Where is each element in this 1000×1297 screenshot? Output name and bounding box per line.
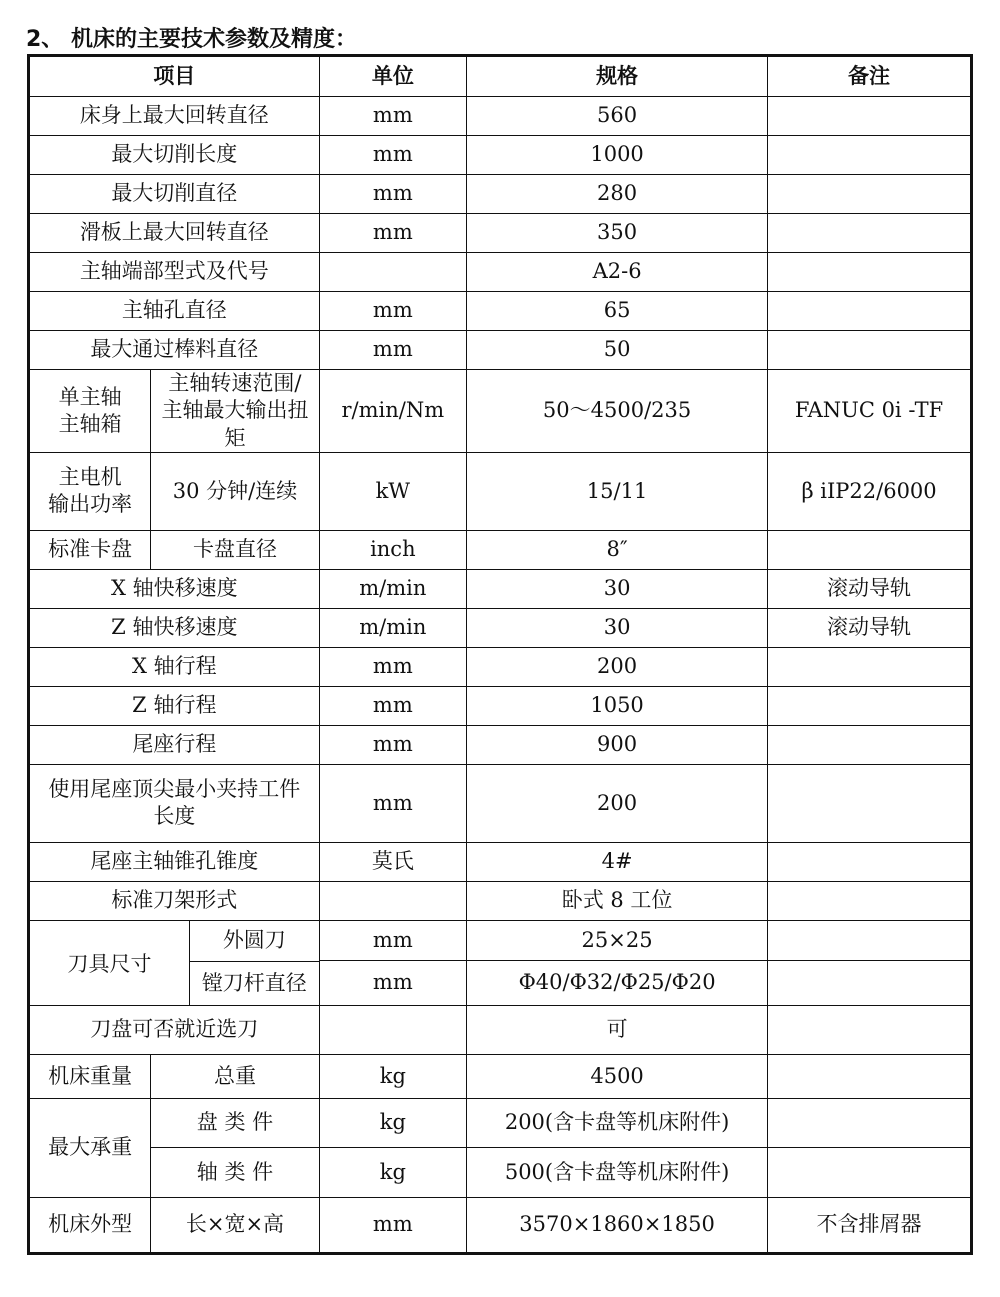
item-cell: 滑板上最大回转直径 [29,214,320,253]
unit-cell: 莫氏 [319,842,466,881]
table-row [29,1098,972,1147]
remark-cell: FANUC 0i -TF [768,370,972,453]
unit-cell: mm [319,686,466,725]
item-cell: 30 分钟/连续 [151,452,319,530]
remark-cell [768,725,972,764]
unit-cell: mm [319,725,466,764]
unit-cell: mm [319,175,466,214]
remark-cell: 滚动导轨 [768,569,972,608]
item-cell: 总重 [151,1054,319,1098]
unit-cell: kg [319,1054,466,1098]
unit-cell [319,1005,466,1054]
unit-cell: mm [319,647,466,686]
table-row [29,214,972,253]
spec-cell: 30 [467,608,768,647]
item-cell: 主轴转速范围/ 主轴最大输出扭矩 [151,370,319,453]
item-cell: 使用尾座顶尖最小夹持工件 长度 [29,764,320,842]
spec-cell: Φ40/Φ32/Φ25/Φ20 [467,961,768,1006]
unit-cell: mm [319,331,466,370]
group-cell: 标准卡盘 [29,530,151,569]
table-row [29,452,972,530]
remark-cell [768,331,972,370]
unit-cell: mm [319,961,466,1006]
remark-cell [768,686,972,725]
item-cell: 标准刀架形式 [29,881,320,920]
table-row [29,686,972,725]
header-spec: 规格 [467,56,768,97]
item-cell: 最大切削直径 [29,175,320,214]
remark-cell [768,961,972,1006]
spec-cell: 3570×1860×1850 [467,1197,768,1253]
item-cell: 尾座行程 [29,725,320,764]
spec-table [27,54,973,1255]
group-cell: 主电机 输出功率 [29,452,151,530]
group-cell: 最大承重 [29,1098,151,1197]
spec-cell: 30 [467,569,768,608]
remark-cell [768,842,972,881]
tool-size-group [29,920,320,961]
table-row [29,331,972,370]
unit-cell: mm [319,136,466,175]
table-row [29,292,972,331]
spec-cell: 4# [467,842,768,881]
remark-cell [768,97,972,136]
spec-cell: 200 [467,647,768,686]
table-row [29,1005,972,1054]
table-row [29,136,972,175]
remark-cell: 滚动导轨 [768,608,972,647]
unit-cell [319,253,466,292]
unit-cell [319,881,466,920]
unit-cell: m/min [319,608,466,647]
table-row [29,370,972,453]
item-cell: 最大切削长度 [29,136,320,175]
table-row [29,97,972,136]
item-cell: 卡盘直径 [151,530,319,569]
spec-cell: 4500 [467,1054,768,1098]
unit-cell: m/min [319,569,466,608]
remark-cell [768,1147,972,1197]
item-cell: 镗刀杆直径 [189,961,319,1005]
table-row [29,1197,972,1253]
header-remark: 备注 [768,56,972,97]
remark-cell [768,253,972,292]
header-unit: 单位 [319,56,466,97]
item-cell: Z 轴行程 [29,686,320,725]
unit-cell: mm [319,1197,466,1253]
spec-cell: 8″ [467,530,768,569]
remark-cell [768,764,972,842]
table-row [29,961,972,1006]
item-cell: 轴 类 件 [151,1147,319,1197]
table-row [29,842,972,881]
remark-cell: β iIP22/6000 [768,452,972,530]
spec-cell: 可 [467,1005,768,1054]
table-row [29,175,972,214]
spec-cell: 500(含卡盘等机床附件) [467,1147,768,1197]
item-cell: 主轴端部型式及代号 [29,253,320,292]
spec-cell: 卧式 8 工位 [467,881,768,920]
unit-cell: mm [319,97,466,136]
item-cell: 尾座主轴锥孔锥度 [29,842,320,881]
item-cell: 床身上最大回转直径 [29,97,320,136]
spec-cell: 50～4500/235 [467,370,768,453]
spec-cell: 200 [467,764,768,842]
table-row [29,253,972,292]
remark-cell [768,920,972,961]
unit-cell: mm [319,920,466,961]
item-cell: 外圆刀 [189,921,319,961]
header-row [29,56,972,97]
unit-cell: mm [319,292,466,331]
spec-cell: 15/11 [467,452,768,530]
tool-size-group-2 [29,961,320,1006]
table-row [29,647,972,686]
group-spacer [30,961,189,1005]
spec-cell: 280 [467,175,768,214]
item-cell: 长×宽×高 [151,1197,319,1253]
spec-cell: 25×25 [467,920,768,961]
spec-cell: 1000 [467,136,768,175]
unit-cell: kg [319,1098,466,1147]
remark-cell [768,292,972,331]
table-row [29,530,972,569]
unit-cell: kg [319,1147,466,1197]
table-row [29,569,972,608]
remark-cell [768,647,972,686]
spec-cell: 560 [467,97,768,136]
section-heading: 2、 机床的主要技术参数及精度： [26,27,357,52]
remark-cell: 不含排屑器 [768,1197,972,1253]
table-row [29,1054,972,1098]
spec-cell: A2-6 [467,253,768,292]
spec-cell: 900 [467,725,768,764]
unit-cell: kW [319,452,466,530]
remark-cell [768,175,972,214]
remark-cell [768,1005,972,1054]
group-cell: 刀具尺寸 [67,951,152,976]
unit-cell: inch [319,530,466,569]
group-cell: 单主轴 主轴箱 [29,370,151,453]
item-cell: 主轴孔直径 [29,292,320,331]
group-cell: 机床外型 [29,1197,151,1253]
spec-cell: 200(含卡盘等机床附件) [467,1098,768,1147]
item-cell: X 轴快移速度 [29,569,320,608]
table-row [29,608,972,647]
header-item: 项目 [29,56,320,97]
table-row [29,920,972,961]
unit-cell: mm [319,764,466,842]
item-cell: 盘 类 件 [151,1098,319,1147]
item-cell: Z 轴快移速度 [29,608,320,647]
remark-cell [768,530,972,569]
spec-cell: 65 [467,292,768,331]
unit-cell: r/min/Nm [319,370,466,453]
table-row [29,725,972,764]
group-cell: 机床重量 [29,1054,151,1098]
unit-cell: mm [319,214,466,253]
remark-cell [768,214,972,253]
item-cell: 最大通过棒料直径 [29,331,320,370]
table-row [29,764,972,842]
group-spacer [30,921,189,961]
spec-cell: 1050 [467,686,768,725]
table-row [29,881,972,920]
item-cell: X 轴行程 [29,647,320,686]
item-cell: 刀盘可否就近选刀 [29,1005,320,1054]
remark-cell [768,1054,972,1098]
spec-cell: 50 [467,331,768,370]
spec-cell: 350 [467,214,768,253]
remark-cell [768,881,972,920]
table-row [29,1147,972,1197]
remark-cell [768,1098,972,1147]
remark-cell [768,136,972,175]
